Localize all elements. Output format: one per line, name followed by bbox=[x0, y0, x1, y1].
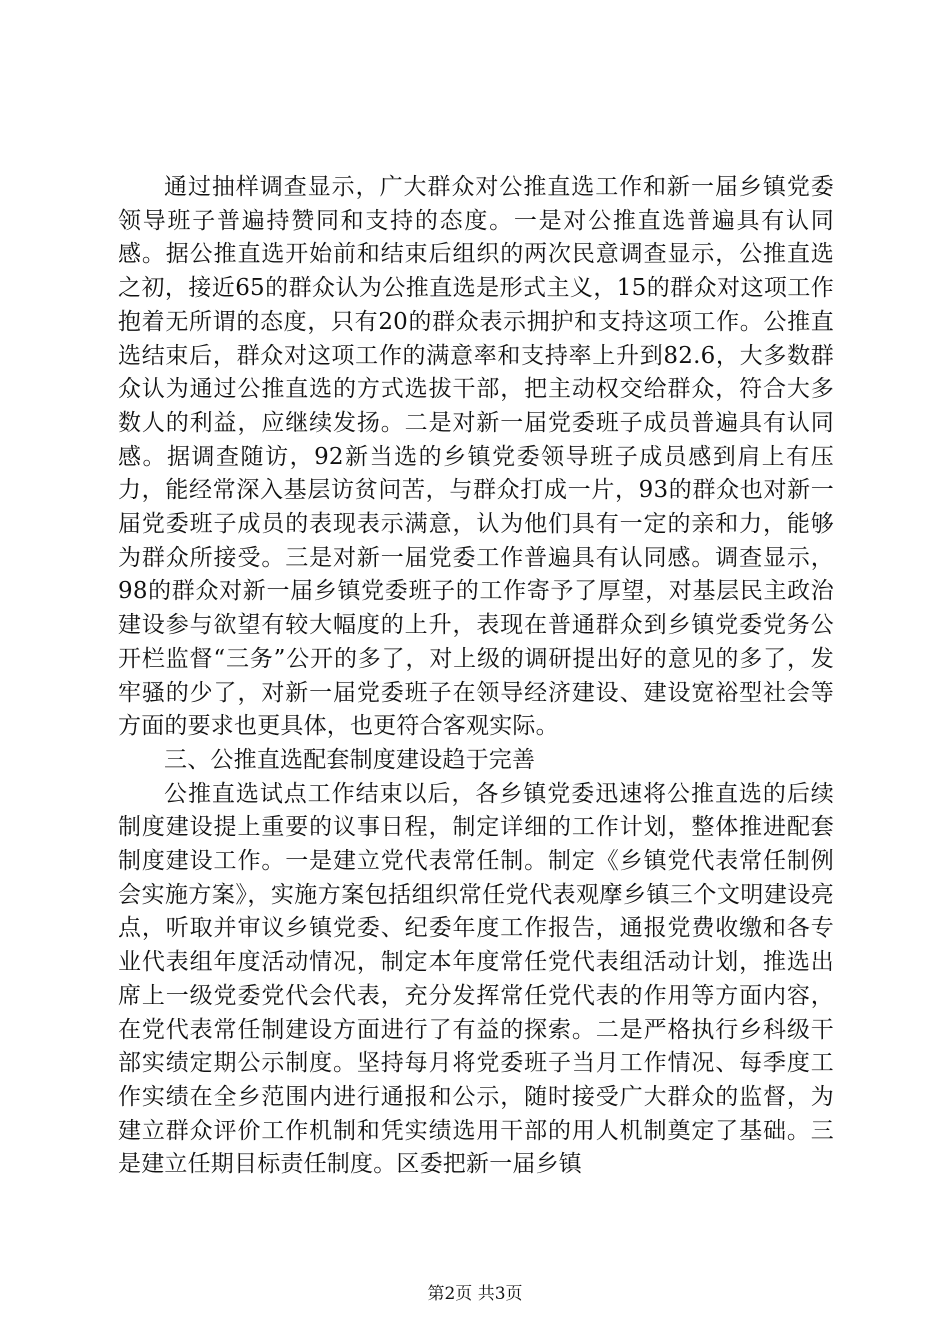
document-body bbox=[118, 171, 834, 1182]
paragraph-supporting-systems: 公推直选试点工作结束以后，各乡镇党委迅速将公推直选的后续制度建设提上重要的议事日程，制定详细的工作计划，整体推进配套制度建设工作。一是建立党代表常任制。制定《乡镇党代表常任制例会实施方案》，实施方案包括组织常任党代表观摩乡镇三个文明建设亮点，听取并审议乡镇党委、纪委年度工作报告，通报党费收缴和各专业代表组年度活动情况，制定本年度常任党代表组活动计划，推选出席上一级党委党代会代表，充分发挥常任党代表的作用等方面内容，在党代表常任制建设方面进行了有益的探索。二是严格执行乡科级干部实绩定期公示制度。坚持每月将党委班子当月工作情况、每季度工作实绩在全乡范围内进行通报和公示，随时接受广大群众的监督，为建立群众评价工作机制和凭实绩选用干部的用人机制奠定了基础。三是建立任期目标责任制度。区委把新一届乡镇 bbox=[118, 780, 834, 1178]
page-footer: 第2页 共3页 bbox=[427, 1284, 523, 1304]
paragraph-survey-results: 通过抽样调查显示，广大群众对公推直选工作和新一届乡镇党委领导班子普遍持赞同和支持的态度。一是对公推直选普遍具有认同感。据公推直选开始前和结束后组织的两次民意调查显示，公推直选之初，接近65的群众认为公推直选是形式主义，15的群众对这项工作抱着无所谓的态度，只有20的群众表示拥护和支持这项工作。公推直选结束后，群众对这项工作的满意率和支持率上升到82.6，大多数群众认为通过公推直选的方式选拔干部，把主动权交给群众，符合大多数人的利益，应继续发扬。二是对新一届党委班子成员普遍具有认同感。据调查随访，92新当选的乡镇党委领导班子成员感到肩上有压力，能经常深入基层访贫问苦，与群众打成一片，93的群众也对新一届党委班子成员的表现表示满意，认为他们具有一定的亲和力，能够为群众所接受。三是对新一届党委工作普遍具有认同感。调查显示，98的群众对新一届乡镇党委班子的工作寄予了厚望，对基层民主政治建设参与欲望有较大幅度的上升，表现在普通群众到乡镇党委党务公开栏监督“三务”公开的多了，对上级的调研提出好的意见的多了，发牢骚的少了，对新一届党委班子在领导经济建设、建设宽裕型社会等方面的要求也更具体，也更符合客观实际。 bbox=[118, 174, 834, 740]
section-heading-3: 三、公推直选配套制度建设趋于完善 bbox=[164, 746, 536, 773]
